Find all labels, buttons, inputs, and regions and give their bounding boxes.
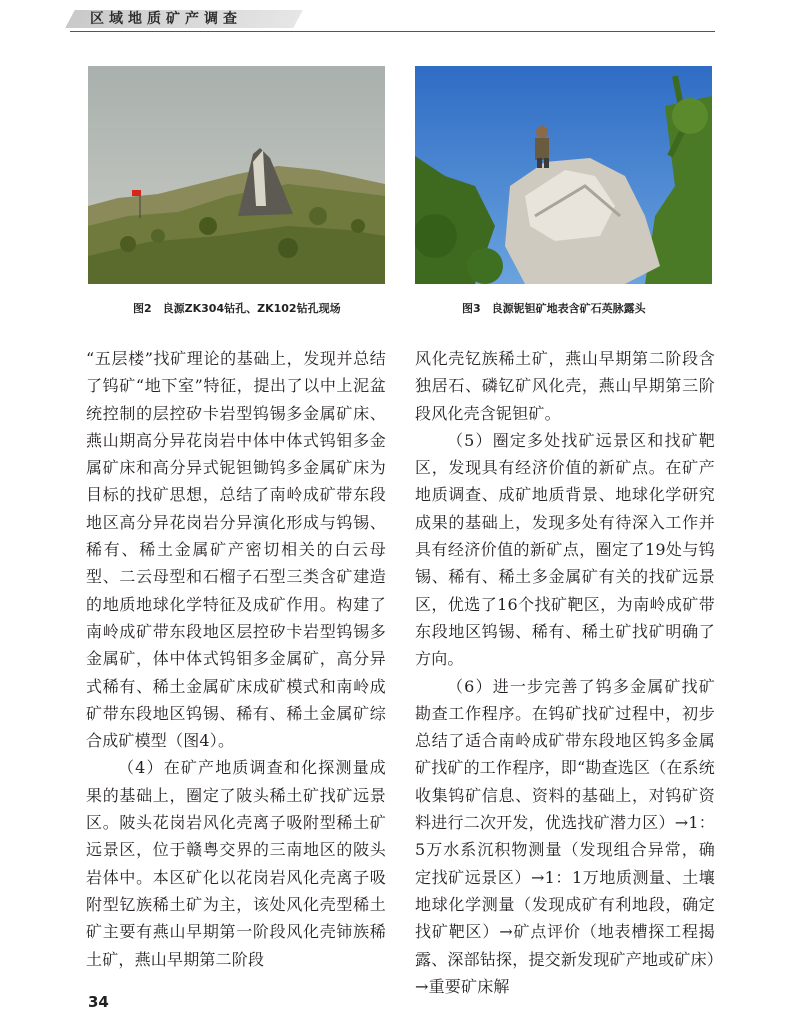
drill-site-image [88, 66, 385, 284]
header-title: 区域地质矿产调查 [90, 11, 242, 27]
paragraph: 风化壳钇族稀土矿，燕山早期第二阶段含独居石、磷钇矿风化壳，燕山早期第三阶段风化壳含铌钽矿。 [415, 349, 715, 423]
paragraph: （5）圈定多处找矿远景区和找矿靶区，发现具有经济价值的新矿点。在矿产地质调查、成矿地质背景、地球化学研究成果的基础上，发现多处有待深入工作并具有经济价值的新矿点，圈定了19处与钨锡、稀有、稀土多金属矿有关的找矿远景区，优选了16个找矿靶区，为南岭成矿带东段地区钨锡、稀有、稀土矿找矿明确了方向。 [415, 430, 715, 669]
figure-3-caption: 图3 良源铌钽矿地表含矿石英脉露头 [462, 302, 646, 315]
page-number: 34 [88, 993, 109, 1011]
paragraph: （6）进一步完善了钨多金属矿找矿勘查工作程序。在钨矿找矿过程中，初步总结了适合南岭成矿带东段地区钨多金属矿找矿的工作程序，即“勘查选区（在系统收集钨矿信息、资料的基础上，对钨矿资料进行二次开发，优选找矿潜力区）→1：5万水系沉积物测量（发现组合异常，确定找矿远景区）→1：1万地质测量、土壤地球化学测量（发现成矿有利地段，确定找矿靶区）→矿点评价（地表槽探工程揭露、深部钻探，提交新发现矿产地或矿床）→重要矿床解 [415, 676, 715, 996]
figure-3-photo [415, 66, 712, 284]
figure-2-caption: 图2 良源ZK304钻孔、ZK102钻孔现场 [133, 302, 341, 315]
paragraph: （4）在矿产地质调查和化探测量成果的基础上，圈定了陂头稀土矿找矿远景区。陂头花岗岩风化壳离子吸附型稀土矿远景区，位于赣粤交界的三南地区的陂头岩体中。本区矿化以花岗岩风化壳离子吸附型钇族稀土矿为主，该处风化壳型稀土矿主要有燕山早期第一阶段风化壳铈族稀土矿，燕山早期第二阶段 [86, 758, 386, 969]
running-header [0, 0, 803, 38]
figure-2-photo [88, 66, 385, 284]
paragraph: “五层楼”找矿理论的基础上，发现并总结了钨矿“地下室”特征，提出了以中上泥盆统控制的层控矽卡岩型钨锡多金属矿床、燕山期高分异花岗岩中体中体式钨钼多金属矿床和高分异式铌钽锄钨多金属矿床为目标的找矿思想，总结了南岭成矿带东段地区高分异花岗岩分异演化形成与钨锡、稀有、稀土金属矿产密切相关的白云母型、二云母型和石榴子石型三类含矿建造的地质地球化学特征及成矿作用。构建了南岭成矿带东段地区层控矽卡岩型钨锡多金属矿，体中体式钨钼多金属矿，高分异式稀有、稀土金属矿床成矿模式和南岭成矿带东段地区钨锡、稀有、稀土金属矿综合成矿模型（图4）。 [86, 349, 386, 751]
quartz-outcrop-image [415, 66, 712, 284]
header-rule [70, 31, 715, 32]
left-text-column [86, 345, 386, 973]
right-text-column [415, 345, 715, 1000]
